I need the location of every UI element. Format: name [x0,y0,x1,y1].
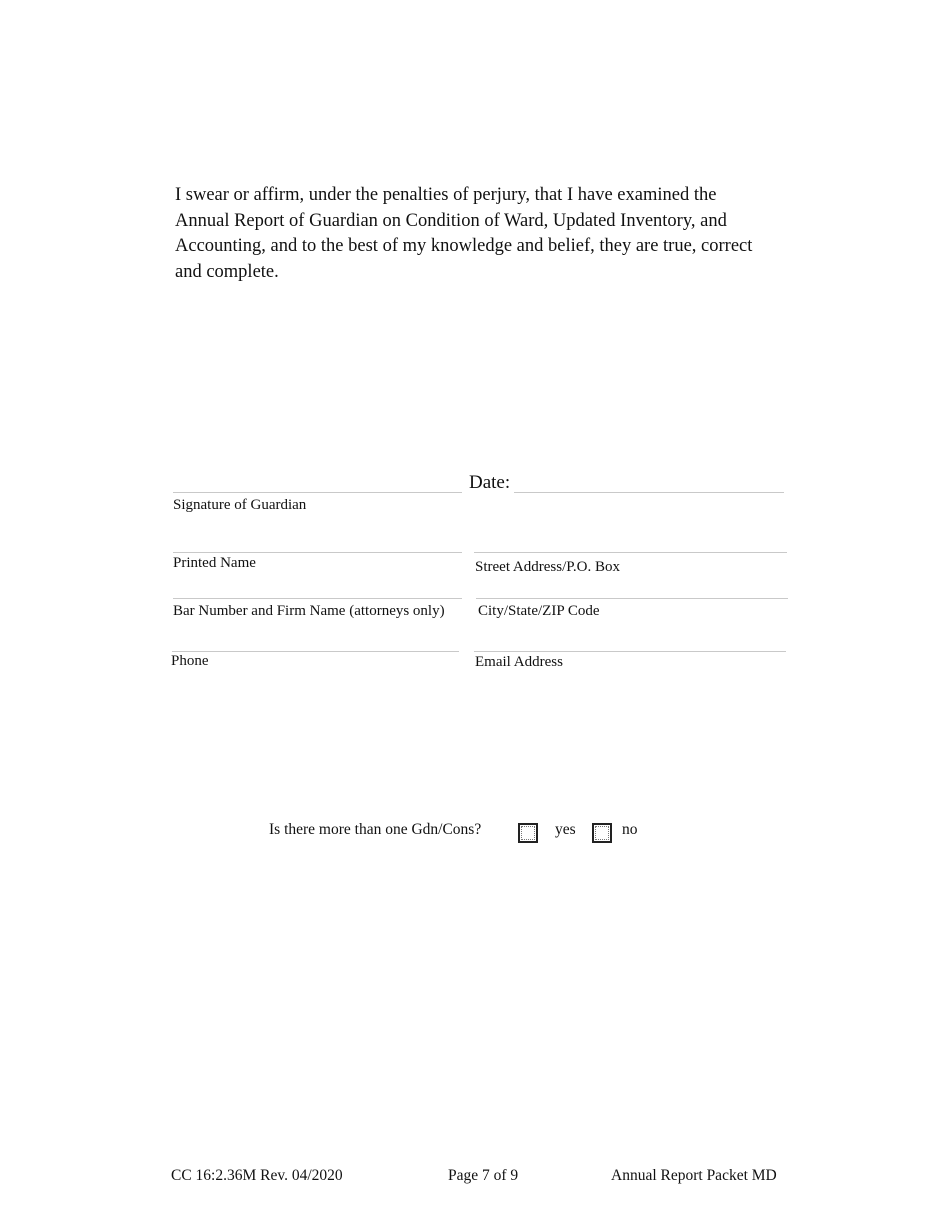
city-state-zip-label: City/State/ZIP Code [478,603,600,619]
bar-number-label: Bar Number and Firm Name (attorneys only) [173,603,445,619]
phone-line[interactable] [172,651,459,652]
packet-title: Annual Report Packet MD [611,1167,777,1184]
bar-number-line[interactable] [173,598,462,599]
email-line[interactable] [474,651,786,652]
form-number: CC 16:2.36M Rev. 04/2020 [171,1167,343,1184]
street-address-line[interactable] [474,552,787,553]
multiple-guardian-question: Is there more than one Gdn/Cons? [269,821,482,838]
city-state-zip-line[interactable] [476,598,788,599]
yes-label: yes [555,821,576,838]
page-number: Page 7 of 9 [448,1167,519,1184]
signature-label: Signature of Guardian [173,497,307,513]
street-address-label: Street Address/P.O. Box [475,559,621,575]
printed-name-line[interactable] [173,552,462,553]
yes-checkbox[interactable] [518,823,538,843]
date-line[interactable] [514,492,784,493]
email-label: Email Address [475,654,563,670]
affirmation-text: I swear or affirm, under the penalties of perjury, that I have examined the Annual Report of Guardian on Condition of Ward, Updated Inventory, and Accounting, and to the best of my knowledge and belief, they are true, correct and complete. [175,185,753,282]
no-checkbox[interactable] [592,823,612,843]
signature-line[interactable] [173,492,462,493]
no-label: no [622,821,638,838]
date-label: Date: [469,472,511,493]
phone-label: Phone [171,653,209,669]
printed-name-label: Printed Name [173,555,256,571]
